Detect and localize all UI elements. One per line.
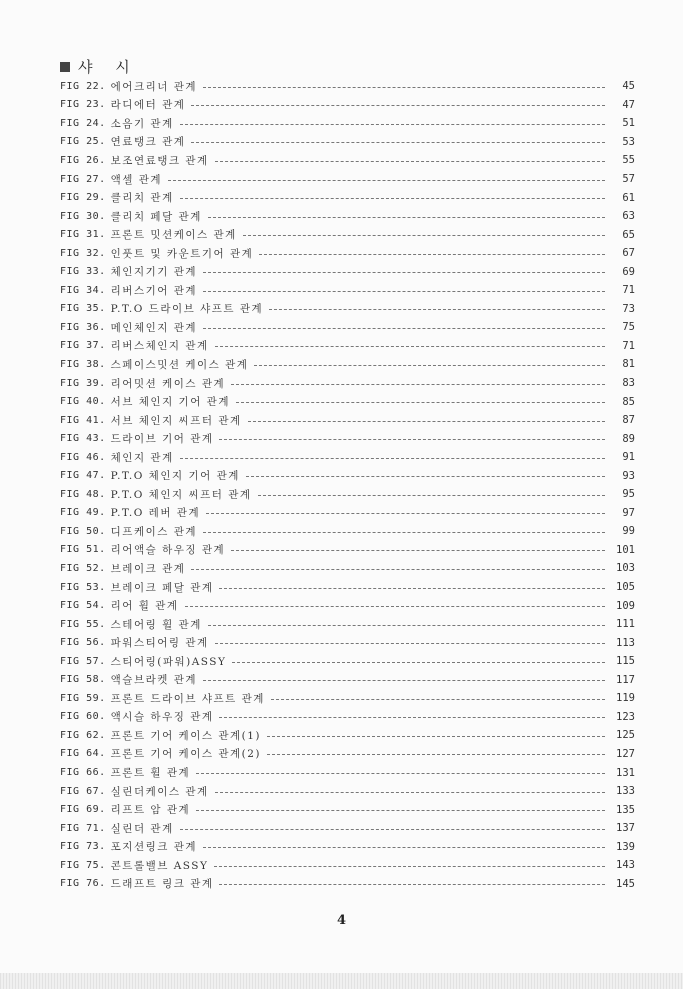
toc-page-number: 95	[622, 488, 635, 501]
toc-entry-title: 리어액슬 하우징 관계	[110, 544, 226, 557]
toc-fig-number: FIG 34.	[60, 284, 106, 296]
toc-entry	[60, 800, 635, 819]
dotted-leader	[219, 717, 605, 718]
toc-entry-title: 드라이브 기어 관계	[110, 433, 214, 446]
dotted-leader	[180, 829, 605, 830]
dotted-leader	[215, 161, 605, 162]
toc-page-number: 83	[622, 377, 635, 390]
toc-page-number: 75	[622, 321, 635, 334]
toc-entry-title: 리어밋션 케이스 관계	[110, 377, 226, 390]
section-header	[60, 56, 139, 77]
toc-entry	[60, 633, 635, 652]
toc-entry	[60, 429, 635, 448]
toc-page-number: 131	[616, 766, 635, 779]
toc-entry-title: 연료탱크 관계	[110, 136, 186, 149]
toc-entry-title: 보조연료탱크 관계	[110, 154, 209, 167]
toc-page-number: 55	[622, 154, 635, 167]
toc-page-number: 101	[616, 543, 635, 556]
toc-entry-title: 소음기 관계	[110, 117, 174, 130]
toc-fig-number: FIG 52.	[60, 562, 106, 574]
toc-entry-title: 클리치 관계	[110, 192, 174, 205]
toc-page-number: 135	[616, 803, 635, 816]
dotted-leader	[243, 235, 605, 236]
toc-page-number: 127	[616, 747, 635, 760]
toc-entry	[60, 615, 635, 634]
toc-fig-number: FIG 29.	[60, 192, 106, 204]
dotted-leader	[236, 402, 605, 403]
toc-entry	[60, 151, 635, 170]
toc-fig-number: FIG 23.	[60, 99, 106, 111]
toc-entry	[60, 745, 635, 764]
toc-fig-number: FIG 22.	[60, 80, 106, 92]
toc-entry	[60, 466, 635, 485]
toc-entry	[60, 596, 635, 615]
dotted-leader	[271, 699, 605, 700]
toc-fig-number: FIG 25.	[60, 136, 106, 148]
toc-entry	[60, 837, 635, 856]
toc-page-number: 115	[616, 655, 635, 668]
toc-entry-title: 디프케이스 관계	[110, 525, 197, 538]
toc-entry-title: 스테어링 휠 관계	[110, 618, 202, 631]
toc-entry-title: 프론트 기어 케이스 관계(1)	[110, 729, 261, 742]
toc-entry	[60, 726, 635, 745]
toc-entry-title: 드래프트 링크 관계	[110, 878, 214, 891]
toc-fig-number: FIG 71.	[60, 822, 106, 834]
toc-entry-title: 리버스체인지 관계	[110, 340, 209, 353]
table-of-contents	[60, 77, 635, 893]
toc-fig-number: FIG 60.	[60, 711, 106, 723]
toc-entry-title: 메인체인지 관계	[110, 321, 197, 334]
toc-fig-number: FIG 67.	[60, 785, 106, 797]
dotted-leader	[203, 272, 605, 273]
toc-entry-title: 체인지 관계	[110, 451, 174, 464]
toc-entry	[60, 652, 635, 671]
scan-edge	[0, 973, 683, 989]
toc-page-number: 71	[622, 284, 635, 297]
toc-fig-number: FIG 73.	[60, 841, 106, 853]
toc-page-number: 99	[622, 525, 635, 538]
toc-fig-number: FIG 35.	[60, 303, 106, 315]
toc-entry-title: 콘트롤밸브 ASSY	[110, 859, 209, 872]
toc-fig-number: FIG 69.	[60, 804, 106, 816]
toc-page-number: 91	[622, 451, 635, 464]
toc-entry	[60, 485, 635, 504]
toc-fig-number: FIG 56.	[60, 637, 106, 649]
toc-page-number: 145	[616, 877, 635, 890]
dotted-leader	[203, 291, 605, 292]
dotted-leader	[206, 513, 605, 514]
dotted-leader	[258, 495, 606, 496]
toc-fig-number: FIG 38.	[60, 358, 106, 370]
toc-entry-title: 리버스기어 관계	[110, 284, 197, 297]
toc-entry	[60, 188, 635, 207]
toc-entry-title: 체인지기기 관계	[110, 266, 197, 279]
toc-entry-title: 브레이크 관계	[110, 562, 186, 575]
toc-fig-number: FIG 62.	[60, 729, 106, 741]
toc-entry-title: 프론트 드라이브 샤프트 관계	[110, 692, 265, 705]
toc-entry-title: 인풋트 및 카운트기어 관계	[110, 247, 254, 260]
toc-page-number: 113	[616, 636, 635, 649]
dotted-leader	[185, 606, 605, 607]
dotted-leader	[214, 866, 605, 867]
dotted-leader	[215, 643, 605, 644]
toc-fig-number: FIG 55.	[60, 618, 106, 630]
toc-page-number: 67	[622, 247, 635, 260]
toc-entry	[60, 207, 635, 226]
toc-entry	[60, 355, 635, 374]
dotted-leader	[215, 346, 605, 347]
toc-entry	[60, 541, 635, 560]
toc-fig-number: FIG 41.	[60, 414, 106, 426]
toc-fig-number: FIG 75.	[60, 859, 106, 871]
toc-fig-number: FIG 43.	[60, 433, 106, 445]
toc-entry-title: 클리치 페달 관계	[110, 210, 202, 223]
section-title: 샤 시	[78, 58, 139, 76]
toc-entry	[60, 318, 635, 337]
dotted-leader	[232, 662, 605, 663]
toc-entry	[60, 114, 635, 133]
toc-page-number: 97	[622, 506, 635, 519]
toc-entry-title: 스페이스밋션 케이스 관계	[110, 358, 249, 371]
toc-fig-number: FIG 53.	[60, 581, 106, 593]
toc-entry	[60, 244, 635, 263]
toc-page-number: 139	[616, 840, 635, 853]
toc-page-number: 103	[616, 562, 635, 575]
toc-entry	[60, 559, 635, 578]
toc-entry	[60, 689, 635, 708]
toc-fig-number: FIG 76.	[60, 878, 106, 890]
toc-fig-number: FIG 33.	[60, 266, 106, 278]
toc-entry-title: 리어 휠 관계	[110, 600, 179, 613]
toc-entry-title: P.T.O 체인지 기어 관계	[110, 470, 240, 483]
toc-page-number: 105	[616, 581, 635, 594]
toc-fig-number: FIG 39.	[60, 377, 106, 389]
dotted-leader	[203, 680, 605, 681]
dotted-leader	[191, 142, 605, 143]
toc-entry-title: 프론트 기어 케이스 관계(2)	[110, 748, 261, 761]
dotted-leader	[203, 532, 605, 533]
toc-entry	[60, 782, 635, 801]
dotted-leader	[231, 550, 605, 551]
toc-entry	[60, 448, 635, 467]
toc-entry-title: P.T.O 드라이브 샤프트 관계	[110, 303, 264, 316]
toc-page-number: 61	[622, 191, 635, 204]
toc-entry	[60, 708, 635, 727]
toc-fig-number: FIG 46.	[60, 451, 106, 463]
dotted-leader	[191, 105, 605, 106]
toc-entry	[60, 133, 635, 152]
toc-fig-number: FIG 36.	[60, 321, 106, 333]
toc-fig-number: FIG 54.	[60, 600, 106, 612]
toc-page-number: 65	[622, 228, 635, 241]
toc-page-number: 47	[622, 98, 635, 111]
toc-entry-title: 액시슬 하우징 관계	[110, 711, 214, 724]
toc-page-number: 117	[616, 673, 635, 686]
toc-entry-title: 프론트 밋션케이스 관계	[110, 229, 237, 242]
dotted-leader	[208, 217, 605, 218]
dotted-leader	[259, 254, 605, 255]
toc-entry-title: 에어크리너 관계	[110, 80, 197, 93]
toc-page-number: 63	[622, 210, 635, 223]
toc-entry	[60, 77, 635, 96]
toc-page-number: 81	[622, 358, 635, 371]
dotted-leader	[219, 439, 605, 440]
dotted-leader	[219, 884, 605, 885]
toc-fig-number: FIG 58.	[60, 674, 106, 686]
toc-fig-number: FIG 27.	[60, 173, 106, 185]
toc-fig-number: FIG 48.	[60, 488, 106, 500]
toc-entry-title: 프론트 휠 관계	[110, 767, 191, 779]
toc-page-number: 73	[622, 302, 635, 315]
toc-entry	[60, 819, 635, 838]
toc-page-number: 57	[622, 173, 635, 185]
dotted-leader	[267, 754, 605, 755]
dotted-leader	[246, 476, 605, 477]
toc-entry	[60, 671, 635, 690]
toc-page-number: 93	[622, 469, 635, 482]
toc-fig-number: FIG 40.	[60, 396, 106, 408]
dotted-leader	[269, 309, 605, 310]
toc-fig-number: FIG 57.	[60, 655, 106, 667]
toc-entry-title: P.T.O 레버 관계	[110, 507, 201, 520]
toc-page-number: 53	[622, 135, 635, 148]
toc-entry-title: 액슬브라켓 관계	[110, 674, 197, 687]
toc-fig-number: FIG 32.	[60, 247, 106, 259]
toc-page-number: 87	[622, 414, 635, 427]
toc-entry	[60, 856, 635, 875]
toc-page-number: 85	[622, 395, 635, 408]
dotted-leader	[215, 792, 605, 793]
toc-entry	[60, 411, 635, 430]
toc-entry-title: 실린더케이스 관계	[110, 785, 209, 798]
toc-fig-number: FIG 51.	[60, 544, 106, 556]
toc-entry-title: 브레이크 페달 관계	[110, 581, 214, 594]
dotted-leader	[203, 87, 605, 88]
dotted-leader	[231, 384, 605, 385]
toc-page-number: 137	[616, 822, 635, 835]
dotted-leader	[196, 810, 605, 811]
toc-page-number: 125	[616, 729, 635, 742]
page-number: 4	[336, 913, 347, 928]
toc-page-number: 71	[622, 339, 635, 352]
toc-page-number: 109	[616, 599, 635, 612]
toc-fig-number: FIG 31.	[60, 229, 106, 241]
toc-page-number: 69	[622, 265, 635, 278]
toc-entry	[60, 170, 635, 189]
dotted-leader	[267, 736, 605, 737]
dotted-leader	[203, 847, 605, 848]
toc-fig-number: FIG 64.	[60, 748, 106, 760]
toc-entry	[60, 875, 635, 894]
dotted-leader	[219, 588, 605, 589]
dotted-leader	[208, 625, 605, 626]
toc-fig-number: FIG 24.	[60, 117, 106, 129]
toc-fig-number: FIG 59.	[60, 692, 106, 704]
toc-entry-title: 서브 체인지 기어 관계	[110, 396, 230, 409]
toc-page-number: 89	[622, 432, 635, 445]
toc-entry-title: 포지션링크 관계	[110, 841, 197, 854]
toc-entry	[60, 96, 635, 115]
toc-entry	[60, 281, 635, 300]
toc-entry	[60, 337, 635, 356]
dotted-leader	[191, 569, 605, 570]
toc-page-number: 119	[616, 692, 635, 705]
dotted-leader	[254, 365, 605, 366]
toc-fig-number: FIG 50.	[60, 525, 106, 537]
toc-entry	[60, 522, 635, 541]
dotted-leader	[180, 124, 605, 125]
dotted-leader	[203, 328, 605, 329]
dotted-leader	[248, 421, 605, 422]
toc-entry	[60, 504, 635, 523]
toc-entry-title: 라디에터 관계	[110, 99, 186, 112]
toc-entry	[60, 225, 635, 244]
toc-page-number: 111	[616, 618, 635, 631]
toc-entry-title: 서브 체인지 씨프터 관계	[110, 414, 242, 427]
toc-entry	[60, 578, 635, 597]
toc-fig-number: FIG 49.	[60, 507, 106, 519]
toc-fig-number: FIG 66.	[60, 767, 106, 778]
toc-fig-number: FIG 26.	[60, 154, 106, 166]
toc-page-number: 45	[622, 80, 635, 93]
dotted-leader	[196, 773, 605, 774]
toc-entry	[60, 374, 635, 393]
dotted-leader	[180, 198, 605, 199]
toc-entry-title: P.T.O 체인지 씨프터 관계	[110, 488, 252, 501]
toc-page-number: 51	[622, 117, 635, 130]
toc-fig-number: FIG 30.	[60, 210, 106, 222]
toc-page-number: 133	[616, 785, 635, 798]
toc-entry	[60, 392, 635, 411]
dotted-leader	[168, 180, 605, 181]
toc-entry	[60, 262, 635, 281]
dotted-leader	[180, 458, 605, 459]
toc-fig-number: FIG 37.	[60, 340, 106, 352]
toc-entry-title: 액셀 관계	[110, 173, 163, 186]
toc-fig-number: FIG 47.	[60, 470, 106, 482]
toc-page-number: 143	[616, 859, 635, 872]
toc-entry	[60, 763, 635, 782]
toc-page-number: 123	[616, 710, 635, 723]
toc-entry	[60, 300, 635, 319]
toc-entry-title: 리프트 암 관계	[110, 804, 191, 817]
square-bullet-icon	[60, 62, 70, 72]
toc-entry-title: 스티어링(파워)ASSY	[110, 655, 227, 668]
toc-entry-title: 파워스티어링 관계	[110, 637, 209, 650]
toc-entry-title: 실린더 관계	[110, 822, 174, 835]
